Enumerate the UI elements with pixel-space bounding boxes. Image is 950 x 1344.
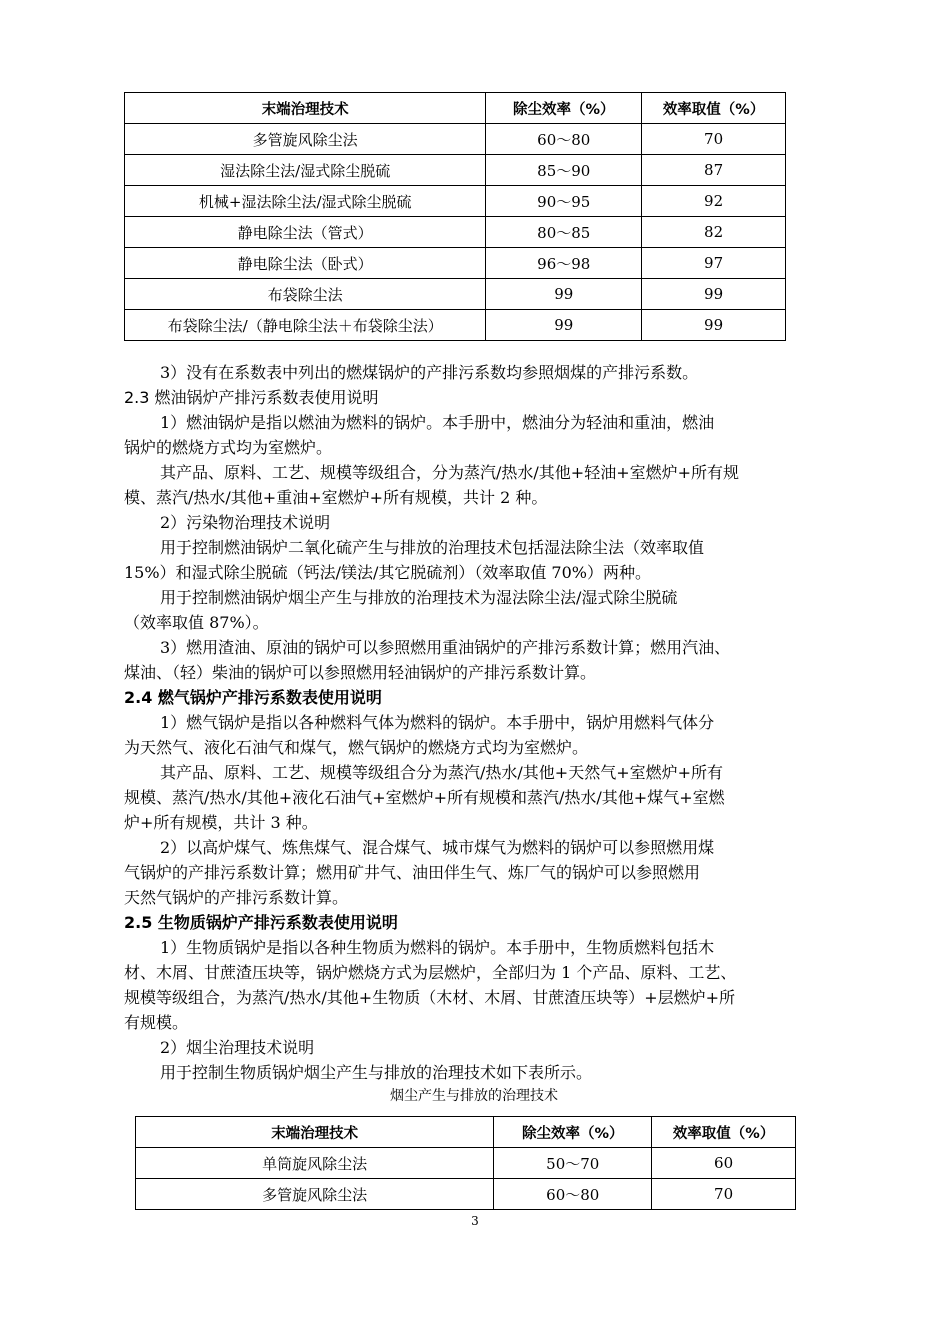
table-cell: 50～70 [494,1148,652,1179]
table-row [125,155,786,186]
table-cell: 70 [642,124,786,155]
paragraph-line: 天然气锅炉的产排污系数计算。 [124,888,349,907]
paragraph-line: 规模、蒸汽/热水/其他+液化石油气+室燃炉+所有规模和蒸汽/热水/其他+煤气+室燃 [124,788,725,807]
table-cell: 单筒旋风除尘法 [136,1148,494,1179]
efficiency-table-1 [124,92,786,341]
paragraph-line: 2）污染物治理技术说明 [160,513,331,532]
paragraph-line: 用于控制燃油锅炉二氧化硫产生与排放的治理技术包括湿法除尘法（效率取值 [160,538,705,557]
table-cell: 99 [486,310,642,341]
section-heading-2-3: 2.3 燃油锅炉产排污系数表使用说明 [124,388,379,407]
table-header-row [125,93,786,124]
section-heading-2-5: 2.5 生物质锅炉产排污系数表使用说明 [124,913,398,932]
table-row [136,1179,796,1210]
header-cell: 末端治理技术 [125,93,486,124]
table-cell: 布袋除尘法 [125,279,486,310]
table-cell: 99 [486,279,642,310]
paragraph-line: 15%）和湿式除尘脱硫（钙法/镁法/其它脱硫剂）（效率取值 70%）两种。 [124,563,651,582]
table-row [125,248,786,279]
paragraph-line: 其产品、原料、工艺、规模等级组合，分为蒸汽/热水/其他+轻油+室燃炉+所有规 [160,463,740,482]
section-heading-2-4: 2.4 燃气锅炉产排污系数表使用说明 [124,688,382,707]
paragraph-line: 锅炉的燃烧方式均为室燃炉。 [124,438,333,457]
paragraph-line: 煤油、（轻）柴油的锅炉可以参照燃用轻油锅炉的产排污系数计算。 [124,663,597,682]
header-cell: 除尘效率（%） [494,1117,652,1148]
table-cell: 多管旋风除尘法 [136,1179,494,1210]
table-cell: 静电除尘法（管式） [125,217,486,248]
paragraph-line: 其产品、原料、工艺、规模等级组合分为蒸汽/热水/其他+天然气+室燃炉+所有 [160,763,724,782]
paragraph-line: 1）生物质锅炉是指以各种生物质为燃料的锅炉。本手册中，生物质燃料包括木 [160,938,715,957]
table-row [125,124,786,155]
table-cell: 97 [642,248,786,279]
paragraph-line: （效率取值 87%）。 [124,613,269,632]
table-cell: 湿法除尘法/湿式除尘脱硫 [125,155,486,186]
table-cell: 静电除尘法（卧式） [125,248,486,279]
paragraph-line: 2）以高炉煤气、炼焦煤气、混合煤气、城市煤气为燃料的锅炉可以参照燃用煤 [160,838,715,857]
table-cell: 70 [652,1179,796,1210]
table-cell: 90～95 [486,186,642,217]
table-cell: 布袋除尘法/（静电除尘法＋布袋除尘法） [125,310,486,341]
header-cell: 效率取值（%） [642,93,786,124]
paragraph-line: 气锅炉的产排污系数计算；燃用矿井气、油田伴生气、炼厂气的锅炉可以参照燃用 [124,863,701,882]
page-number: 3 [471,1214,479,1228]
paragraph-line: 2）烟尘治理技术说明 [160,1038,315,1057]
table-row [125,279,786,310]
table-row [125,186,786,217]
table-cell: 60～80 [486,124,642,155]
table-cell: 82 [642,217,786,248]
table-cell: 60～80 [494,1179,652,1210]
table-row [125,310,786,341]
paragraph-line: 3）燃用渣油、原油的锅炉可以参照燃用重油锅炉的产排污系数计算；燃用汽油、 [160,638,731,657]
body-text [124,360,824,1085]
paragraph-line: 规模等级组合，为蒸汽/热水/其他+生物质（木材、木屑、甘蔗渣压块等）+层燃炉+所 [124,988,736,1007]
paragraph-line: 3）没有在系数表中列出的燃煤锅炉的产排污系数均参照烟煤的产排污系数。 [160,363,699,382]
table-cell: 85～90 [486,155,642,186]
header-cell: 效率取值（%） [652,1117,796,1148]
table-row [125,217,786,248]
table-cell: 机械+湿法除尘法/湿式除尘脱硫 [125,186,486,217]
header-cell: 末端治理技术 [136,1117,494,1148]
table-cell: 99 [642,279,786,310]
efficiency-table-2 [135,1116,796,1210]
table-row [136,1148,796,1179]
paragraph-line: 用于控制燃油锅炉烟尘产生与排放的治理技术为湿法除尘法/湿式除尘脱硫 [160,588,678,607]
table-cell: 80～85 [486,217,642,248]
table-cell: 60 [652,1148,796,1179]
paragraph-line: 有规模。 [124,1013,189,1032]
paragraph-line: 用于控制生物质锅炉烟尘产生与排放的治理技术如下表所示。 [160,1063,593,1082]
header-cell: 除尘效率（%） [486,93,642,124]
paragraph-line: 1）燃气锅炉是指以各种燃料气体为燃料的锅炉。本手册中，锅炉用燃料气体分 [160,713,715,732]
paragraph-line: 炉+所有规模，共计 3 种。 [124,813,318,832]
table-cell: 多管旋风除尘法 [125,124,486,155]
paragraph-line: 为天然气、液化石油气和煤气，燃气锅炉的燃烧方式均为室燃炉。 [124,738,589,757]
paragraph-line: 材、木屑、甘蔗渣压块等，锅炉燃烧方式为层燃炉，全部归为 1 个产品、原料、工艺、 [124,963,737,982]
table-cell: 92 [642,186,786,217]
table-cell: 87 [642,155,786,186]
table-caption: 烟尘产生与排放的治理技术 [390,1088,558,1104]
table-cell: 99 [642,310,786,341]
table-header-row [136,1117,796,1148]
table-cell: 96～98 [486,248,642,279]
paragraph-line: 1）燃油锅炉是指以燃油为燃料的锅炉。本手册中，燃油分为轻油和重油，燃油 [160,413,715,432]
paragraph-line: 模、蒸汽/热水/其他+重油+室燃炉+所有规模，共计 2 种。 [124,488,548,507]
